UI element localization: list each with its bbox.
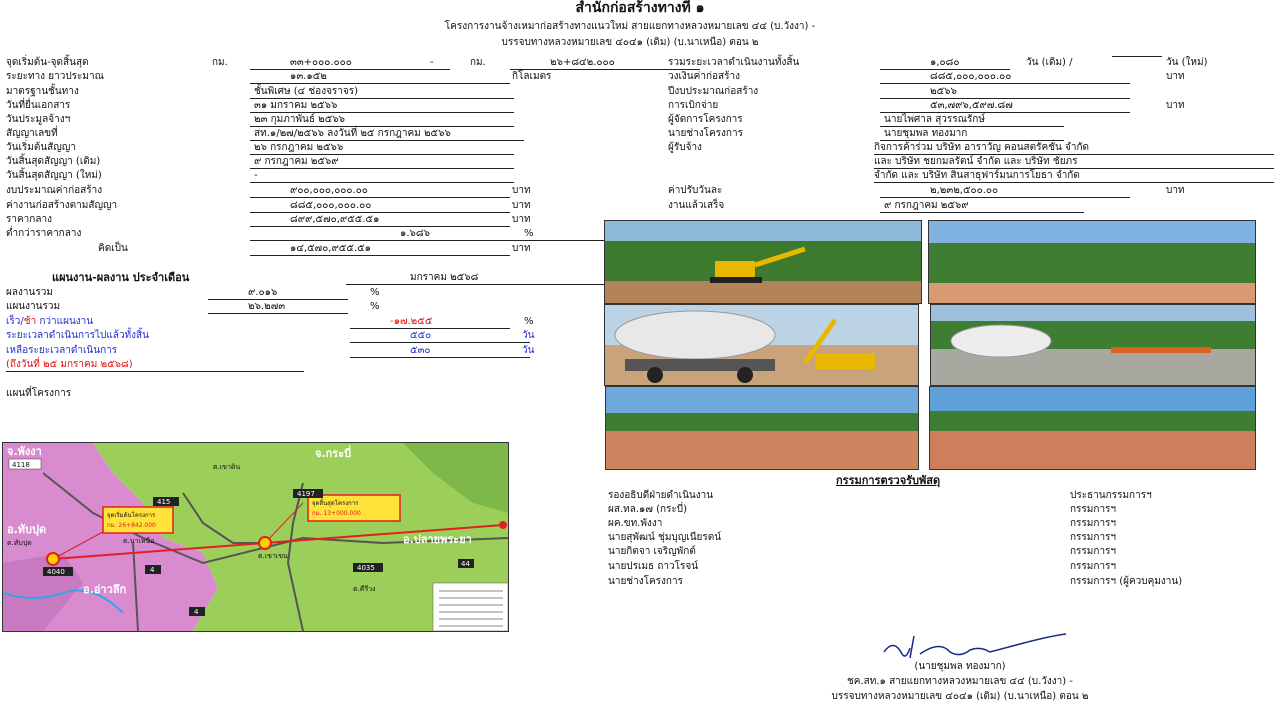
standard-label: มาตรฐานชั้นทาง: [6, 86, 79, 97]
map-label: 4118: [12, 461, 30, 469]
signature-position-2: บรรจบทางหลวงหมายเลข ๔๐๔๑ (เดิม) (บ.นาเหนือ) ตอน ๒: [831, 691, 1089, 702]
diff-label: [6, 315, 93, 328]
end-old-value: ๙ กรกฎาคม ๒๕๖๙: [250, 155, 514, 169]
map-label: จุดสิ้นสุดโครงการ: [312, 500, 359, 507]
engineer-value: นายชุมพล ทองมาก: [880, 127, 1064, 141]
start-end-label: จุดเริ่มต้น-จุดสิ้นสุด: [6, 57, 89, 68]
start-value: ๒๖ กรกฎาคม ๒๕๖๖: [250, 141, 514, 155]
committee-title: กรรมการตรวจรับพัสดุ: [836, 474, 941, 487]
actual-label: ผลงานรวม: [6, 287, 53, 298]
map-label: 4197: [297, 490, 315, 498]
contractor-line1: กิจการค้าร่วม บริษัท อาราวัญ คอนสตรัคชั่น จำกัด: [874, 141, 1274, 155]
contractor-label: ผู้รับจ้าง: [668, 142, 702, 153]
committee-member-name: นายสุพัฒน์ ชุ่มบุญเนียรตน์: [608, 532, 722, 543]
start-point-marker: [47, 553, 59, 565]
map-label: อ.ทับปุด: [7, 523, 47, 536]
map-label: จ.กระบี่: [315, 447, 352, 460]
start-callout-box: [103, 507, 173, 533]
end-new-label: วันสิ้นสุดสัญญา (ใหม่): [6, 170, 102, 181]
map-legend: [433, 583, 508, 631]
length-value: ๑๓.๑๕๒: [250, 70, 510, 84]
lower-amt-label: คิดเป็น: [98, 243, 128, 254]
photo-road-base-1-graphic: [606, 387, 918, 469]
map-label: ต.คีรีวง: [353, 585, 376, 593]
map-label: จ.พังงา: [7, 445, 42, 458]
amount-label: วงเงินค่าก่อสร้าง: [668, 71, 740, 82]
median-unit: บาท: [512, 214, 531, 225]
standard-value: ชั้นพิเศษ (๔ ช่องจราจร): [250, 85, 514, 99]
diff-label-rest: กว่าแผนงาน: [36, 316, 94, 327]
fiscal-label: ปีงบประมาณก่อสร้าง: [668, 86, 759, 97]
contract-label: สัญญาเลขที่: [6, 128, 58, 139]
committee-member-name: นายปรเมธ ถาวโรจน์: [608, 561, 699, 572]
elapsed-value: ๕๕๐: [350, 329, 530, 343]
km-unit-2: กม.: [470, 57, 486, 68]
map-label: ต.เขาเขน: [258, 552, 288, 560]
contract-price-unit: บาท: [512, 200, 531, 211]
map-label: อ.ปลายพระยา: [403, 533, 472, 546]
committee-member-role: กรรมการฯ: [1070, 561, 1117, 572]
duration-label: รวมระยะเวลาดำเนินงานทั้งสิ้น: [668, 57, 800, 68]
contract-price-label: ค่างานก่อสร้างตามสัญญา: [6, 200, 118, 211]
signature-scribble: [880, 630, 1070, 662]
duration-new-blank: [1112, 56, 1162, 57]
finish-value: ๙ กรกฎาคม ๒๕๖๙: [880, 199, 1084, 213]
site-photo-road-base-2: [929, 386, 1256, 470]
map-label: 4: [194, 608, 199, 616]
signature-name: (นายชุมพล ทองมาก): [914, 661, 1006, 672]
disbursed-unit: บาท: [1166, 100, 1185, 111]
end-old-label: วันสิ้นสุดสัญญา (เดิม): [6, 156, 101, 167]
map-label: 4035: [357, 564, 375, 572]
diff-label-slow: ช้า: [23, 316, 37, 327]
director-label: ผู้จัดการโครงการ: [668, 114, 743, 125]
budget-value: ๙๐๐,๐๐๐,๐๐๐.๐๐: [250, 184, 510, 198]
contract-value: สท.๑/๒๗/๒๕๖๖ ลงวันที่ ๒๕ กรกฎาคม ๒๕๖๖: [250, 127, 524, 141]
km-dash: -: [430, 57, 434, 68]
open-date-label: วันที่ยื่นเอกสาร: [6, 100, 71, 111]
map-label: กม. 26+842.000: [107, 522, 156, 529]
page-title: สำนักก่อสร้างทางที่ ๑: [575, 0, 705, 16]
map-label: จุดเริ่มต้นโครงการ: [107, 512, 156, 519]
map-caption: แผนที่โครงการ: [6, 388, 72, 399]
map-label: ต.ทับปุด: [7, 539, 32, 547]
map-label: 4040: [47, 568, 65, 576]
site-photo-palm-field: [928, 220, 1256, 304]
duration-value: ๑,๐๘๐: [880, 56, 1010, 70]
route-endpoint-marker: [499, 521, 507, 529]
committee-member-name: รองอธิบดีฝ่ายดำเนินงาน: [608, 490, 714, 501]
committee-member-role: กรรมการฯ: [1070, 504, 1117, 515]
duration-unit2: วัน (ใหม่): [1166, 57, 1208, 68]
remaining-unit: วัน: [522, 345, 535, 356]
photo-palm-field-graphic: [929, 221, 1255, 303]
contractor-line3: จำกัด และ บริษัท สินสาธุฟาร์มนการโยธา จำกัด: [874, 169, 1274, 183]
diff-unit: %: [524, 316, 534, 327]
map-label: ต.นาเหนือ: [123, 537, 155, 545]
photo-concrete-pour-graphic: [931, 305, 1255, 385]
map-label: อ.อ่าวลึก: [83, 583, 127, 596]
km-unit-1: กม.: [212, 57, 228, 68]
amount-unit: บาท: [1166, 71, 1185, 82]
lower-unit: %: [524, 228, 534, 239]
budget-unit: บาท: [512, 185, 531, 196]
end-point-marker: [259, 537, 271, 549]
project-name-line1: โครงการงานจ้างเหมาก่อสร้างทางแนวใหม่ สายแยกทางหลวงหมายเลข ๔๔ (บ.วังงา) -: [444, 21, 816, 32]
progress-month: มกราคม ๒๕๖๘: [346, 271, 620, 285]
elapsed-unit: วัน: [522, 330, 535, 341]
as-of-date: (ถึงวันที่ ๒๕ มกราคม ๒๕๖๘): [6, 358, 304, 372]
budget-label: งบประมาณค่าก่อสร้าง: [6, 185, 103, 196]
committee-member-name: ผค.ขท.พังงา: [608, 518, 663, 529]
plan-value: ๒๖.๒๗๓: [208, 300, 348, 314]
length-label: ระยะทาง ยาวประมาณ: [6, 71, 104, 82]
plan-label: แผนงานรวม: [6, 301, 61, 312]
committee-member-role: ประธานกรรมการฯ: [1070, 490, 1152, 501]
map-label: ต.เขาดิน: [213, 463, 241, 471]
project-map-graphic: [3, 443, 508, 631]
committee-member-role: กรรมการฯ: [1070, 518, 1117, 529]
map-label: 415: [157, 498, 171, 506]
engineer-label: นายช่างโครงการ: [668, 128, 743, 139]
photo-excavator-graphic: [605, 221, 921, 303]
project-map: [2, 442, 509, 632]
start-label: วันเริ่มต้นสัญญา: [6, 142, 76, 153]
median-label: ราคากลาง: [6, 214, 52, 225]
bid-date-value: ๒๓ กุมภาพันธ์ ๒๕๖๖: [250, 113, 514, 127]
amount-value: ๘๘๕,๐๐๐,๐๐๐.๐๐: [880, 70, 1130, 84]
committee-member-name: ผส.ทล.๑๗ (กระบี่): [608, 504, 688, 515]
actual-value: ๙.๐๑๖: [208, 286, 348, 300]
duration-unit: วัน (เดิม) /: [1026, 57, 1073, 68]
fine-label: ค่าปรับวันละ: [668, 185, 723, 196]
actual-unit: %: [370, 287, 380, 298]
director-value: นายไพศาล สุวรรณรักษ์: [880, 113, 1064, 127]
bid-date-label: วันประมูลจ้างฯ: [6, 114, 71, 125]
km-end-value: ๒๖+๘๔๒.๐๐๐: [510, 56, 700, 70]
contract-price-value: ๘๘๕,๐๐๐,๐๐๐.๐๐: [250, 199, 510, 213]
site-photo-road-base-1: [605, 386, 919, 470]
fiscal-value: ๒๕๖๖: [880, 85, 1130, 99]
site-photo-concrete-pour: [930, 304, 1256, 386]
photo-road-base-2-graphic: [930, 387, 1255, 469]
plan-unit: %: [370, 301, 380, 312]
site-photo-excavator: [604, 220, 922, 304]
km-start-value: ๓๓+๐๐๐.๐๐๐: [250, 56, 450, 70]
lower-amt-value: ๑๔,๕๗๐,๙๕๕.๕๑: [250, 242, 510, 256]
lower-amt-unit: บาท: [512, 243, 531, 254]
finish-label: งานแล้วเสร็จ: [668, 200, 725, 211]
disbursed-value: ๕๓,๗๙๖,๕๙๗.๘๗: [880, 99, 1130, 113]
committee-member-role: กรรมการฯ: [1070, 546, 1117, 557]
median-value: ๘๙๙,๕๗๐,๙๕๕.๕๑: [250, 213, 510, 227]
diff-value: -๑๗.๒๕๕: [350, 315, 510, 329]
committee-member-role: กรรมการฯ: [1070, 532, 1117, 543]
end-new-value: -: [250, 169, 514, 183]
photo-mixer-truck-graphic: [605, 305, 918, 385]
committee-member-name: นายกิตจา เจริญพักต์: [608, 546, 696, 557]
contractor-line2: และ บริษัท ชยกมลรัตน์ จำกัด และ บริษัท ชัยภร: [874, 155, 1274, 169]
open-date-value: ๓๑ มกราคม ๒๕๖๖: [250, 99, 514, 113]
committee-member-role: กรรมการฯ (ผู้ควบคุมงาน): [1070, 576, 1183, 587]
map-label: 44: [461, 560, 470, 568]
diff-label-fast: เร็ว/: [6, 316, 24, 327]
progress-title: แผนงาน-ผลงาน ประจำเดือน: [52, 271, 190, 284]
remaining-label: เหลือระยะเวลาดำเนินการ: [6, 345, 118, 356]
elapsed-label: ระยะเวลาดำเนินการไปแล้วทั้งสิ้น: [6, 330, 149, 341]
map-label: 4: [150, 566, 155, 574]
site-photo-mixer-truck: [604, 304, 919, 386]
lower-value: ๑.๖๘๖: [250, 227, 620, 241]
remaining-value: ๕๓๐: [350, 344, 530, 358]
fine-unit: บาท: [1166, 185, 1185, 196]
fine-value: ๒,๒๓๒,๕๐๐.๐๐: [880, 184, 1130, 198]
end-callout-box: [308, 495, 400, 521]
map-label: กม. 13+000.000: [312, 510, 361, 517]
signature-position-1: ชค.สท.๑ สายแยกทางหลวงหมายเลข ๔๔ (บ.วังงา) -: [847, 676, 1073, 687]
project-name-line2: บรรจบทางหลวงหมายเลข ๔๐๔๑ (เดิม) (บ.นาเหนือ) ตอน ๒: [501, 37, 759, 48]
length-unit: กิโลเมตร: [512, 71, 552, 82]
disbursed-label: การเบิกจ่าย: [668, 100, 719, 111]
lower-label: ต่ำกว่าราคากลาง: [6, 228, 82, 239]
committee-member-name: นายช่างโครงการ: [608, 576, 683, 587]
